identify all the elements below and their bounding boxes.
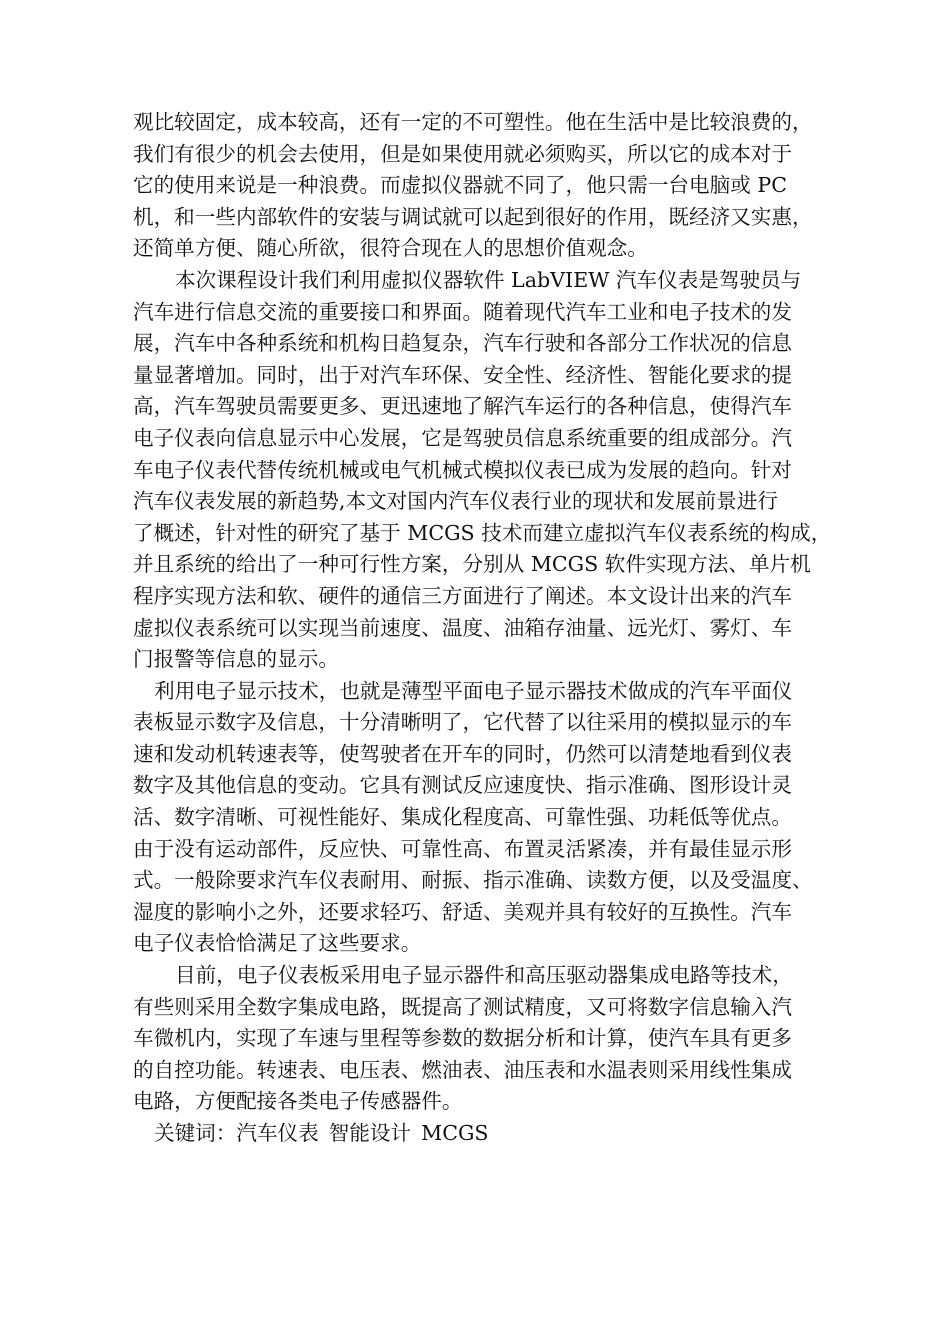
- text-line: 虚拟仪表系统可以实现当前速度、温度、油箱存油量、远光灯、雾灯、车: [133, 615, 792, 640]
- text-line: 电路，方便配接各类电子传感器件。: [133, 1089, 463, 1114]
- text-line: 汽车仪表发展的新趋势,本文对国内汽车仪表行业的现状和发展前景进行: [133, 489, 778, 514]
- text-line: 的自控功能。转速表、电压表、燃油表、油压表和水温表则采用线性集成: [133, 1057, 792, 1082]
- text-line: 数字及其他信息的变动。它具有测试反应速度快、指示准确、图形设计灵: [133, 773, 792, 798]
- body-text: [133, 107, 859, 1150]
- text-line: 观比较固定，成本较高，还有一定的不可塑性。他在生活中是比较浪费的，: [133, 110, 813, 134]
- text-line: 式。一般除要求汽车仪表耐用、耐振、指示准确、读数方便，以及受温度、: [133, 868, 813, 893]
- text-line: 表板显示数字及信息，十分清晰明了，它代替了以往采用的模拟显示的车: [133, 710, 792, 735]
- keyword-item: 汽车仪表: [236, 1121, 319, 1145]
- text-line: 并且系统的给出了一种可行性方案，分别从 MCGS 软件实现方法、单片机: [133, 552, 811, 577]
- text-line: 门报警等信息的显示。: [133, 647, 339, 672]
- text-line: 量显著增加。同时，出于对汽车环保、安全性、经济性、智能化要求的提: [133, 362, 792, 387]
- paragraph: [133, 265, 859, 676]
- text-line: 电子仪表恰恰满足了这些要求。: [133, 931, 422, 956]
- paragraph: [133, 676, 859, 960]
- text-line: 湿度的影响小之外，还要求轻巧、舒适、美观并具有较好的互换性。汽车: [133, 899, 792, 924]
- text-line: 机，和一些内部软件的安装与调试就可以起到很好的作用，既经济又实惠，: [133, 204, 813, 229]
- keyword-item: 智能设计: [328, 1121, 412, 1145]
- keywords-label: 关键词：: [154, 1121, 237, 1145]
- text-line: 速和发动机转速表等，使驾驶者在开车的同时，仍然可以清楚地看到仪表: [133, 741, 792, 766]
- keyword-item: MCGS: [421, 1121, 489, 1145]
- paragraph: [133, 960, 859, 1118]
- text-line: 有些则采用全数字集成电路，既提高了测试精度，又可将数字信息输入汽: [133, 994, 792, 1019]
- text-line: 车电子仪表代替传统机械或电气机械式模拟仪表已成为发展的趋向。针对: [133, 457, 792, 482]
- text-line: 目前，电子仪表板采用电子显示器件和高压驱动器集成电路等技术，: [175, 963, 793, 988]
- text-line: 了概述，针对性的研究了基于 MCGS 技术而建立虚拟汽车仪表系统的构成，: [133, 520, 832, 545]
- text-line: 活、数字清晰、可视性能好、集成化程度高、可靠性强、功耗低等优点。: [133, 805, 792, 830]
- text-line: 还简单方便、随心所欲，很符合现在人的思想价值观念。: [133, 236, 648, 261]
- paragraph: [133, 107, 859, 265]
- text-line: 由于没有运动部件，反应快、可靠性高、布置灵活紧凑，并有最佳显示形: [133, 836, 792, 861]
- text-line: 电子仪表向信息显示中心发展，它是驾驶员信息系统重要的组成部分。汽: [133, 425, 792, 450]
- text-line: 汽车进行信息交流的重要接口和界面。随着现代汽车工业和电子技术的发: [133, 299, 792, 324]
- text-line: 车微机内，实现了车速与里程等参数的数据分析和计算，使汽车具有更多: [133, 1026, 792, 1051]
- keywords-line: [133, 1118, 859, 1150]
- text-line: 高，汽车驾驶员需要更多、更迅速地了解汽车运行的各种信息，使得汽车: [133, 394, 792, 419]
- text-line: 我们有很少的机会去使用，但是如果使用就必须购买，所以它的成本对于: [133, 141, 792, 166]
- text-line: 本次课程设计我们利用虚拟仪器软件 LabVIEW 汽车仪表是驾驶员与: [175, 267, 802, 292]
- text-line: 程序实现方法和软、硬件的通信三方面进行了阐述。本文设计出来的汽车: [133, 583, 792, 608]
- text-line: 利用电子显示技术，也就是薄型平面电子显示器技术做成的汽车平面仪: [154, 678, 793, 703]
- text-line: 展，汽车中各种系统和机构日趋复杂，汽车行驶和各部分工作状况的信息: [133, 331, 792, 356]
- text-line: 它的使用来说是一种浪费。而虚拟仪器就不同了，他只需一台电脑或 PC: [133, 173, 787, 198]
